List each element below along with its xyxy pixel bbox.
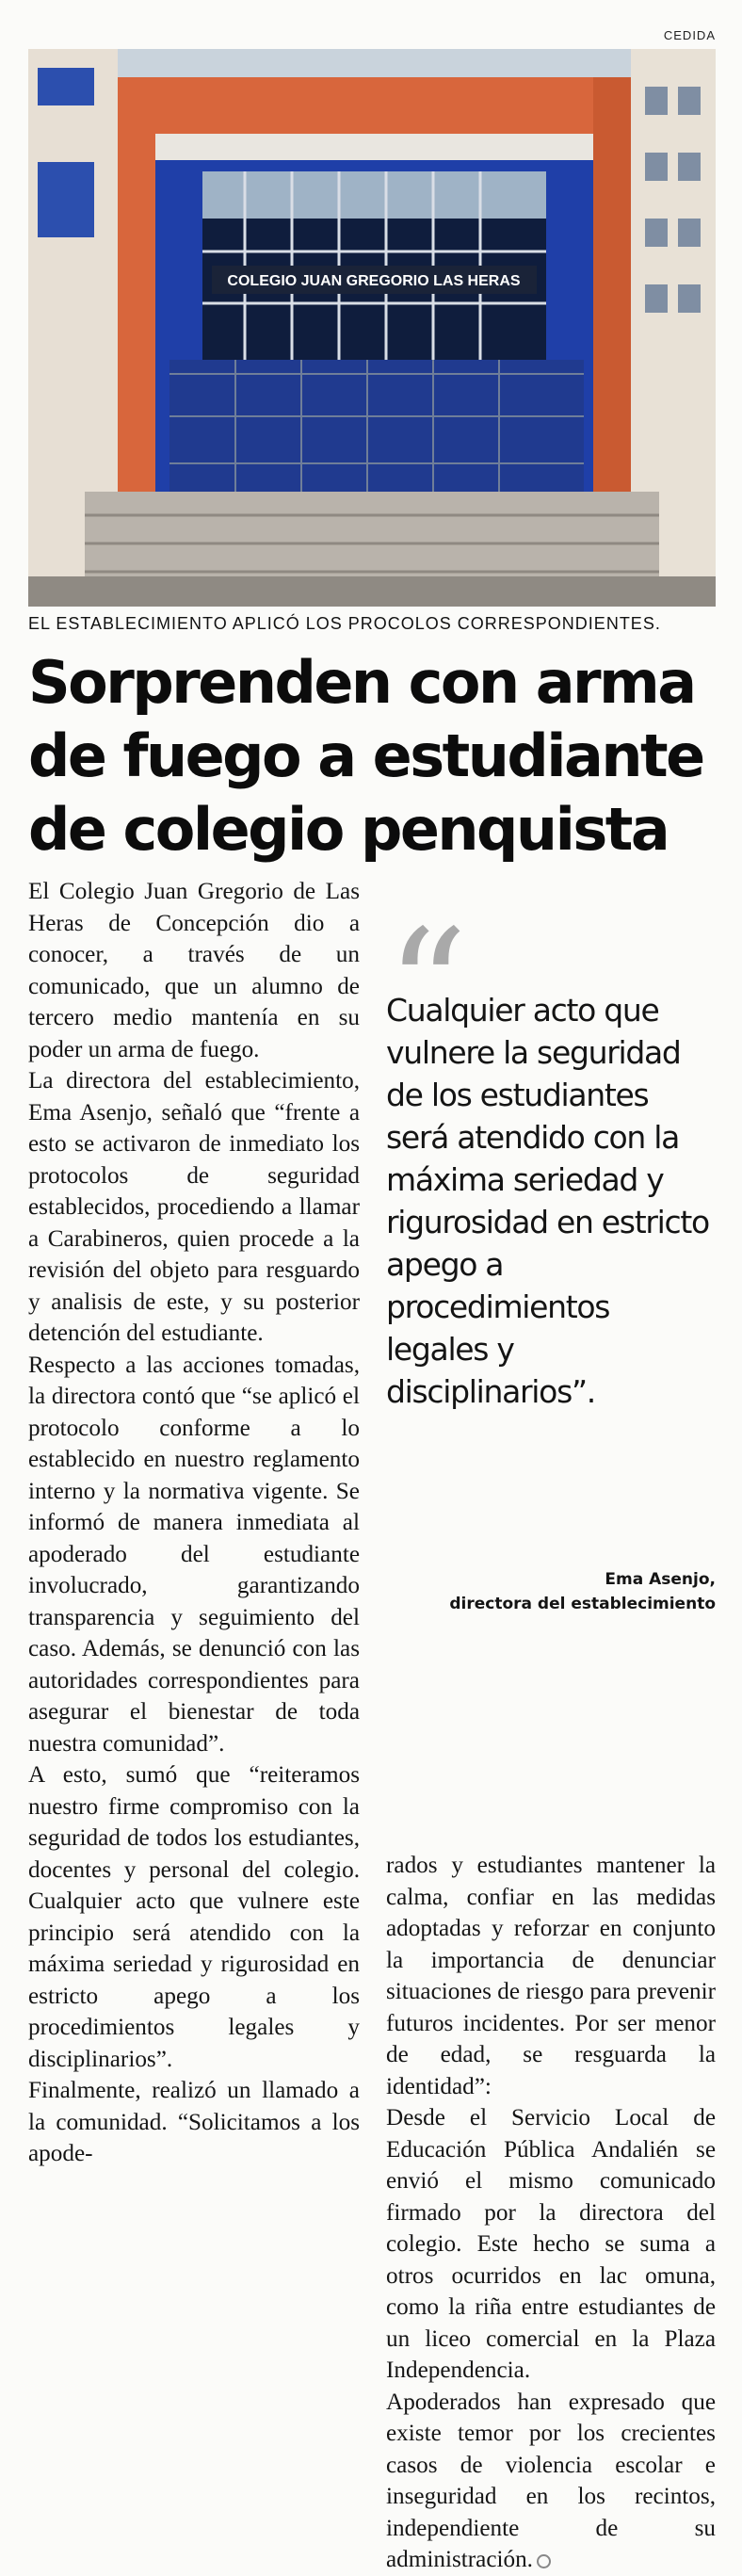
article-paragraph: Finalmente, realizó un llamado a la comunidad. “Solicitamos a los apode-	[28, 2078, 360, 2166]
article-paragraph: rados y estudiantes mantener la calma, confiar en las medidas adoptadas y reforzar en conjunto la importancia de denunciar situaciones de riesgo para prevenir futuros incidentes. Por ser menor de edad, se resguarda la identidad”:	[386, 1853, 716, 2099]
quotation-mark-icon	[386, 895, 480, 970]
end-of-article-icon	[537, 2554, 551, 2568]
headline-line-2: de fuego a estudiante	[28, 721, 703, 790]
article-paragraph: La directora del establecimiento, Ema Asenjo, señaló que “frente a esto se activaron de inmediato los protocolos de seguridad establecidos, procediendo a llamar a Carabineros, quien procede a la revisión del objeto para resguardo y analisis de este, y su posterior detención del estudiante.	[28, 1068, 360, 1346]
article-paragraph: Respecto a las acciones tomadas, la directora contó que “se aplicó el protocolo conforme a lo establecido en nuestro reglamento interno y la normativa vigente. Se informó de manera inmediata al apoderado del estudiante involucrado, garantizando transparencia y seguimiento del caso. Además, se denunció con las autoridades correspondientes para asegurar el bienestar de toda nuestra comunidad”.	[28, 1352, 360, 1757]
photo-credit: CEDIDA	[663, 28, 716, 42]
article-column-left	[28, 876, 360, 2170]
headline	[28, 646, 716, 867]
quote-attribution	[377, 1567, 716, 1616]
headline-line-1: Sorprenden con arma	[28, 648, 695, 717]
school-entrance-photo	[28, 49, 716, 607]
quote-author-role: directora del establecimiento	[449, 1595, 716, 1613]
entrance-sign-text: COLEGIO JUAN GREGORIO LAS HERAS	[227, 273, 521, 289]
article-paragraph: A esto, sumó que “reiteramos nuestro firme compromiso con la seguridad de todos los estudiantes, docentes y personal del colegio. Cualquier acto que vulnere este principio será atendido con la máxima seriedad y rigurosidad en estricto apego a los procedimientos legales y disciplinarios”.	[28, 1762, 360, 2072]
article-column-right	[386, 1850, 716, 2576]
photo-caption: EL ESTABLECIMIENTO APLICÓ LOS PROCOLOS CORRESPONDIENTES.	[28, 614, 661, 633]
pull-quote: Cualquier acto que vulnere la seguridad de los estudiantes será atendido con la máxima seriedad y rigurosidad en estricto apego a procedimientos legales y disciplinarios”.	[386, 992, 709, 1410]
quote-author-name: Ema Asenjo,	[605, 1570, 716, 1589]
headline-line-3: de colegio penquista	[28, 795, 669, 864]
article-paragraph: Desde el Servicio Local de Educación Pública Andalién se envió el mismo comunicado firmado por la directora del colegio. Este hecho se suma a otros ocurridos en lac omuna, como la riña entre estudiantes de un liceo comercial en la Plaza Independencia.	[386, 2105, 716, 2383]
article-paragraph-text: Apoderados han expresado que existe temor por los crecientes casos de violencia escolar e inseguridad en los recintos, independiente de su administración.	[386, 2389, 716, 2572]
article-paragraph	[386, 2387, 716, 2576]
article-paragraph: El Colegio Juan Gregorio de Las Heras de Concepción dio a conocer, a través de un comunicado, que un alumno de tercero medio mantenía en su poder un arma de fuego.	[28, 879, 360, 1062]
